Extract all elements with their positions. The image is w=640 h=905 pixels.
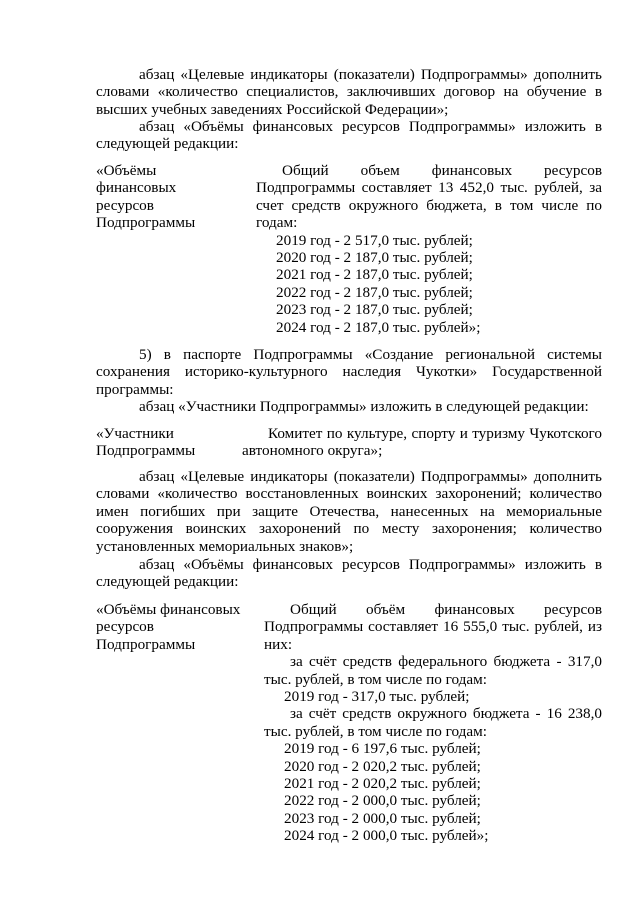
year-item: 2020 год - 2 187,0 тыс. рублей;	[276, 249, 473, 267]
paragraph-text: абзац «Целевые индикаторы (показатели) Подпрограммы» дополнить словами «количество специалистов, заключивших договор на обучение в высших учебных заведениях Российской Федерации»;	[96, 66, 602, 118]
year-item: 2024 год - 2 187,0 тыс. рублей»;	[276, 318, 481, 336]
table-label: «Объёмы финансовых ресурсов Подпрограммы	[96, 162, 196, 232]
year-item: 2019 год - 2 517,0 тыс. рублей;	[276, 231, 473, 249]
paragraph-financing-1	[96, 118, 602, 153]
table-content	[264, 601, 602, 845]
table-financing-2	[96, 601, 602, 845]
paragraph-text: абзац «Участники Подпрограммы» изложить в следующей редакции:	[139, 398, 589, 415]
table-participants	[96, 425, 602, 460]
federal-budget: за счёт средств федерального бюджета - 317,0 тыс. рублей, в том числе по годам:	[264, 653, 602, 688]
year-item: 2023 год - 2 187,0 тыс. рублей;	[276, 301, 473, 319]
paragraph-text: абзац «Целевые индикаторы (показатели) Подпрограммы» дополнить словами «количество восстановленных воинских захоронений; количество имен погибших при защите Отечества, нанесенных на мемориальные сооружения воинских захоронений по месту захоронения; количество установленных мемориальных знаков»;	[96, 468, 602, 555]
paragraph-target-indicators-2	[96, 468, 602, 555]
table-content: Комитет по культуре, спорту и туризму Чукотского автономного округа»;	[242, 425, 602, 460]
year-item: 2021 год - 2 187,0 тыс. рублей;	[276, 266, 473, 284]
table-content	[256, 162, 602, 336]
paragraph-participants	[96, 398, 602, 415]
paragraph-text: 5) в паспорте Подпрограммы «Создание региональной системы сохранения историко-культурного наследия Чукотки» Государственной программы:	[96, 346, 602, 398]
paragraph-passport	[96, 346, 602, 398]
year-item: 2022 год - 2 187,0 тыс. рублей;	[276, 283, 473, 301]
paragraph-text: абзац «Объёмы финансовых ресурсов Подпрограммы» изложить в следующей редакции:	[96, 556, 602, 591]
year-item: 2021 год - 2 020,2 тыс. рублей;	[284, 775, 481, 793]
federal-year-item: 2019 год - 317,0 тыс. рублей;	[284, 688, 470, 706]
year-item: 2022 год - 2 000,0 тыс. рублей;	[284, 792, 481, 810]
year-item: 2023 год - 2 000,0 тыс. рублей;	[284, 809, 481, 827]
year-item: 2024 год - 2 000,0 тыс. рублей»;	[284, 827, 489, 845]
table-financing-1	[96, 162, 602, 336]
year-item: 2019 год - 6 197,6 тыс. рублей;	[284, 740, 481, 758]
year-item: 2020 год - 2 020,2 тыс. рублей;	[284, 757, 481, 775]
financing-summary: Общий объем финансовых ресурсов Подпрограммы составляет 13 452,0 тыс. рублей, за счет средств окружного бюджета, в том числе по годам:	[256, 162, 602, 232]
regional-budget: за счёт средств окружного бюджета - 16 238,0 тыс. рублей, в том числе по годам:	[264, 705, 602, 740]
paragraph-target-indicators-1	[96, 66, 602, 118]
financing-summary: Общий объём финансовых ресурсов Подпрограммы составляет 16 555,0 тыс. рублей, из них:	[264, 601, 602, 653]
year-list	[256, 232, 602, 336]
table-label: «Объёмы финансовых ресурсов Подпрограммы	[96, 601, 241, 653]
regional-year-list	[264, 740, 602, 844]
paragraph-text: абзац «Объёмы финансовых ресурсов Подпрограммы» изложить в следующей редакции:	[96, 118, 602, 153]
table-label: «Участники Подпрограммы	[96, 425, 196, 460]
paragraph-financing-2	[96, 556, 602, 591]
